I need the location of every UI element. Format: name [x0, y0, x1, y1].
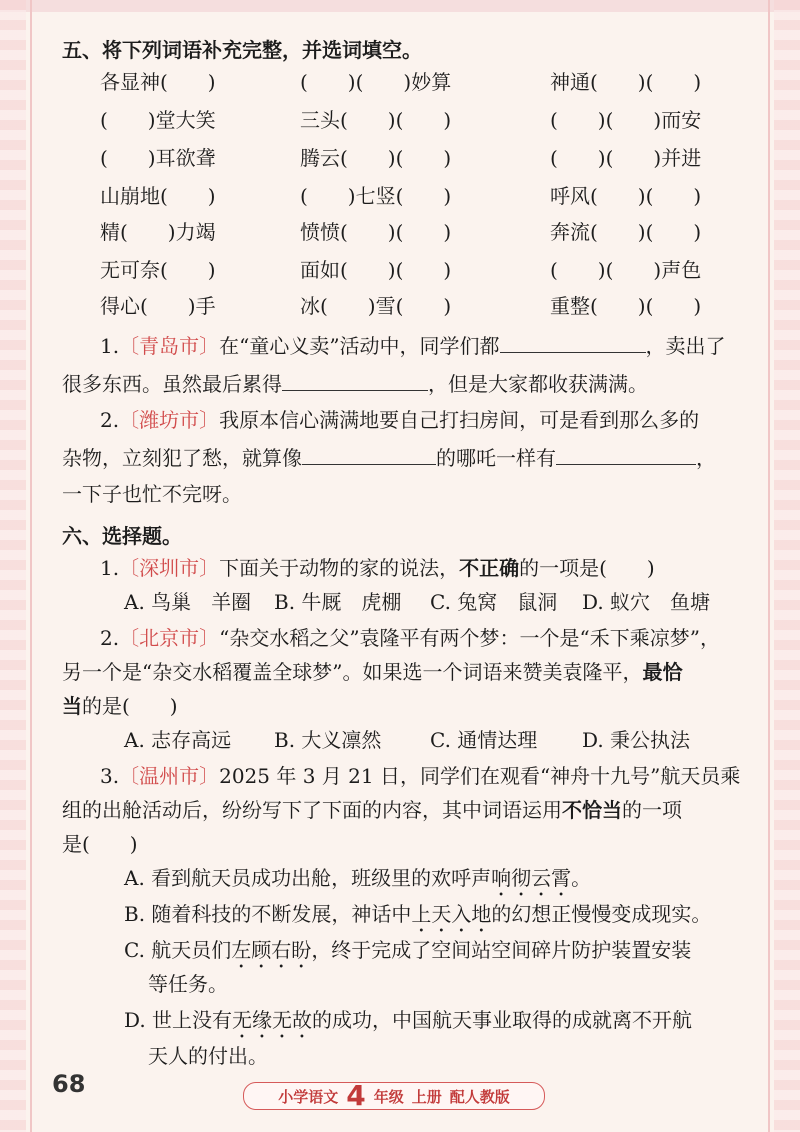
option-d[interactable]: D. 蚁穴 鱼塘 [582, 590, 711, 614]
question-text: 杂物，立刻犯了愁，就算像 [62, 446, 302, 470]
question-number: 1. [100, 334, 120, 358]
footer-subject: 小学语文 [278, 1087, 339, 1106]
question-text: “杂交水稻之父”袁隆平有两个梦：一个是“禾下乘凉梦”， [219, 626, 720, 650]
footer-edition: 配人教版 [449, 1087, 510, 1106]
word-item: 无可奈( ) [100, 258, 216, 282]
question-number: 2. [100, 408, 120, 432]
top-band [0, 0, 800, 12]
option-c-continued: 等任务。 [148, 972, 228, 996]
question-text: ，卖出了 [645, 334, 726, 358]
question-text: ，但是大家都收获满满。 [428, 372, 648, 396]
emphasis-text: 不正确 [459, 556, 520, 580]
option-c[interactable]: C. 兔窝 鼠洞 [430, 590, 558, 614]
left-page-edge [0, 0, 26, 1132]
option-d[interactable] [124, 1004, 692, 1043]
word-item: 呼风( )( ) [550, 184, 702, 208]
section6-heading: 六、选择题。 [62, 524, 182, 548]
option-text: 的幻想正慢慢变成现实。 [491, 902, 712, 926]
word-item: 重整( )( ) [550, 294, 702, 318]
option-a[interactable] [124, 862, 591, 901]
region-tag: 〔温州市〕 [119, 764, 220, 788]
page-number: 68 [52, 1070, 86, 1098]
footer-badge [243, 1079, 545, 1112]
question-text: 的是( ) [82, 694, 178, 718]
option-text: D. 世上没有 [124, 1008, 233, 1032]
question-text: 我原本信心满满地要自己打扫房间，可是看到那么多的 [219, 408, 700, 432]
dotted-phrase: 左顾右盼 [231, 938, 312, 962]
s6-q2-line1 [100, 622, 720, 651]
right-frame-line [768, 0, 770, 1132]
emphasis-text: 当 [62, 694, 82, 718]
option-text: 的成功，中国航天事业取得的成就离不开航 [312, 1008, 693, 1032]
s6-q3-line1 [100, 760, 740, 789]
word-item: ( )( )并进 [550, 146, 702, 170]
emphasis-text: 不恰当 [562, 798, 622, 822]
region-tag: 〔青岛市〕 [119, 334, 220, 358]
answer-blank[interactable] [556, 446, 696, 465]
option-a[interactable]: A. 鸟巢 羊圈 [124, 590, 252, 614]
word-item: ( )七竖( ) [300, 184, 452, 208]
option-b[interactable]: B. 大义凛然 [274, 728, 382, 752]
word-item: 各显神( ) [100, 70, 216, 94]
s6-q2-line2 [62, 656, 682, 685]
s6-q1-stem [100, 552, 655, 581]
dotted-phrase: 上天入地 [411, 902, 492, 926]
question-text: 在“童心义卖”活动中，同学们都 [219, 334, 500, 358]
question-text: 2025 年 3 月 21 日，同学们在观看“神舟十九号”航天员乘 [219, 764, 741, 788]
section5-heading: 五、将下列词语补充完整，并选词填空。 [62, 38, 422, 62]
question-text: 很多东西。虽然最后累得 [62, 372, 282, 396]
s6-q3-line2 [62, 794, 682, 823]
word-item: ( )( )妙算 [300, 70, 452, 94]
word-item: ( )耳欲聋 [100, 146, 216, 170]
word-item: ( )( )声色 [550, 258, 702, 282]
dotted-phrase: 无缘无故 [232, 1008, 313, 1032]
s6-q2-line3 [62, 690, 178, 719]
dotted-phrase: 响彻云霄 [491, 866, 572, 890]
word-item: 神通( )( ) [550, 70, 702, 94]
region-tag: 〔潍坊市〕 [119, 408, 220, 432]
question-text: 的一项是( ) [519, 556, 655, 580]
s5-q1-line1 [100, 330, 726, 359]
option-d[interactable]: D. 秉公执法 [582, 728, 691, 752]
question-number: 3. [100, 764, 120, 788]
word-item: 三头( )( ) [300, 108, 452, 132]
s5-q2-line3: 一下子也忙不完呀。 [62, 482, 242, 506]
answer-blank[interactable] [282, 372, 428, 391]
region-tag: 〔北京市〕 [119, 626, 220, 650]
s5-q2-line2 [62, 442, 716, 471]
option-d-continued: 天人的付出。 [148, 1044, 268, 1068]
footer-term: 上册 [411, 1087, 442, 1106]
option-c[interactable]: C. 通情达理 [430, 728, 538, 752]
word-item: 精( )力竭 [100, 220, 216, 244]
footer-grade-number: 4 [346, 1079, 366, 1112]
emphasis-text: 最恰 [642, 660, 683, 684]
option-text: B. 随着科技的不断发展，神话中 [124, 902, 412, 926]
word-item: 面如( )( ) [300, 258, 452, 282]
s5-q1-line2 [62, 368, 648, 397]
word-item: 奔流( )( ) [550, 220, 702, 244]
s5-q2-line1 [100, 404, 699, 433]
question-text: 组的出舱活动后，纷纷写下了下面的内容，其中词语运用 [62, 798, 562, 822]
left-frame-line [30, 0, 32, 1132]
option-text: C. 航天员们 [124, 938, 232, 962]
word-item: 冰( )雪( ) [300, 294, 452, 318]
word-item: 山崩地( ) [100, 184, 216, 208]
question-text: 下面关于动物的家的说法， [219, 556, 460, 580]
question-text: 的一项 [622, 798, 682, 822]
region-tag: 〔深圳市〕 [119, 556, 220, 580]
word-item: 得心( )手 [100, 294, 216, 318]
word-item: ( )堂大笑 [100, 108, 216, 132]
question-text: 的哪吒一样有 [436, 446, 556, 470]
question-text: 另一个是“杂交水稻覆盖全球梦”。如果选一个词语来赞美袁隆平， [62, 660, 643, 684]
answer-blank[interactable] [500, 334, 646, 353]
word-item: 腾云( )( ) [300, 146, 452, 170]
word-item: 愤愤( )( ) [300, 220, 452, 244]
option-a[interactable]: A. 志存高远 [124, 728, 232, 752]
option-text: A. 看到航天员成功出舱，班级里的欢呼声 [124, 866, 492, 890]
answer-blank[interactable] [302, 446, 436, 465]
question-text: ， [696, 446, 716, 470]
right-page-edge [774, 0, 800, 1132]
footer-grade-label: 年级 [373, 1087, 404, 1106]
question-number: 1. [100, 556, 120, 580]
option-b[interactable]: B. 牛厩 虎棚 [274, 590, 402, 614]
option-text: ，终于完成了空间站空间碎片防护装置安装 [311, 938, 692, 962]
option-text: 。 [571, 866, 592, 890]
word-item: ( )( )而安 [550, 108, 702, 132]
s6-q3-line3: 是( ) [62, 832, 138, 856]
option-b[interactable] [124, 898, 711, 937]
question-number: 2. [100, 626, 120, 650]
